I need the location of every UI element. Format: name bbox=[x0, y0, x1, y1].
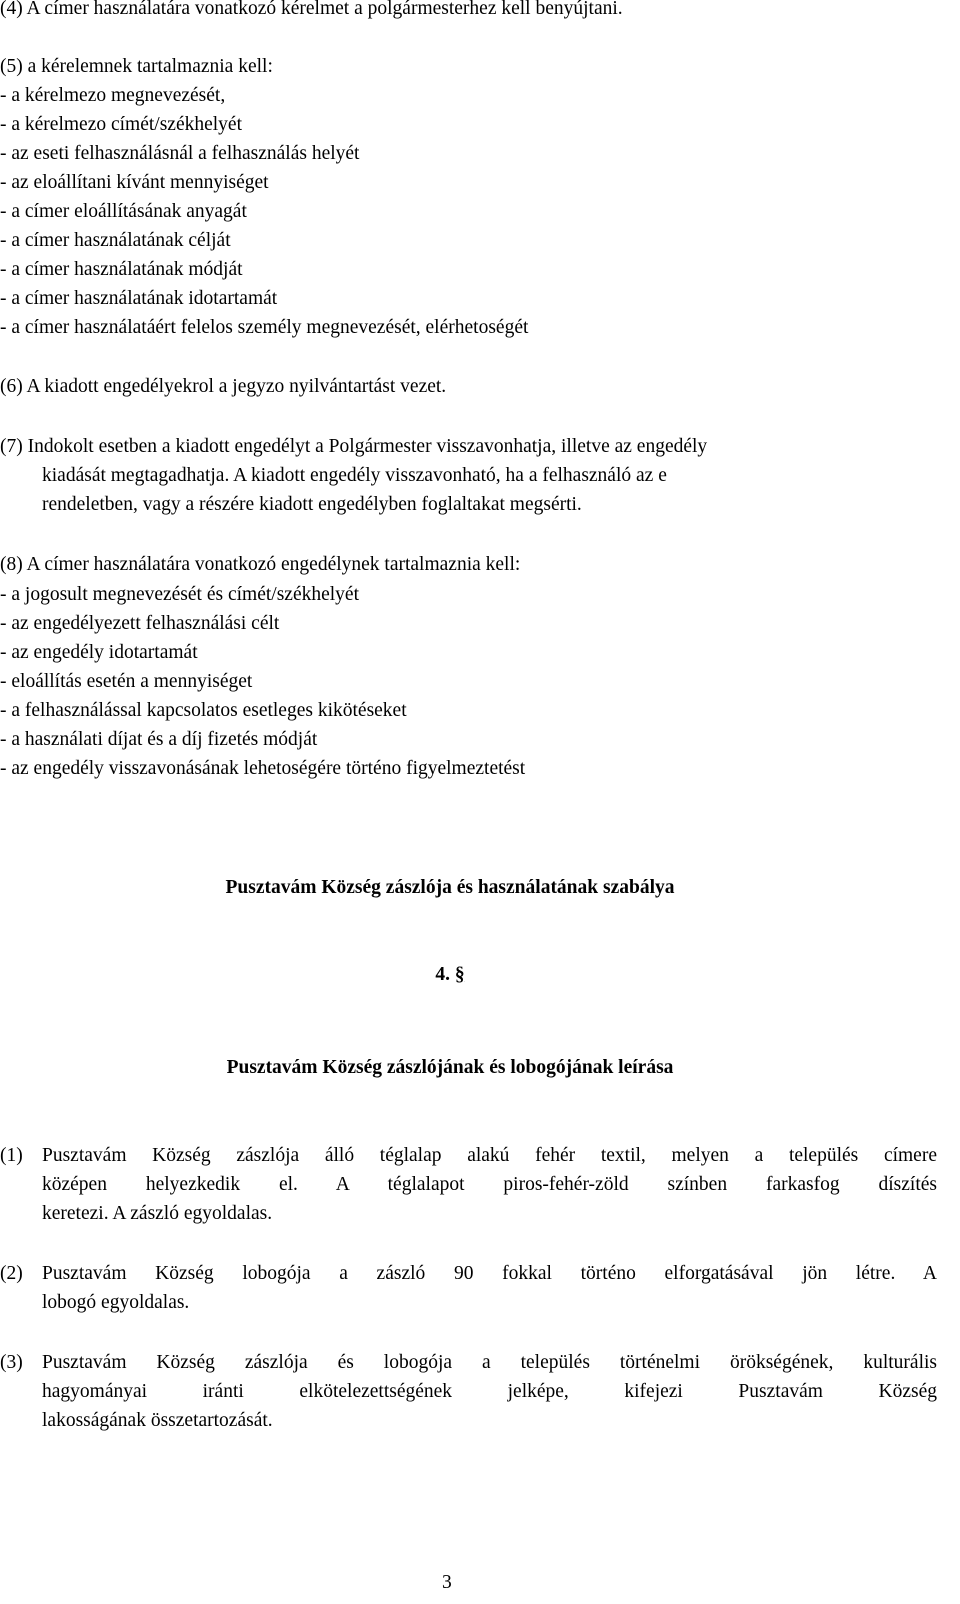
clause-1-line: keretezi. A zászló egyoldalas. bbox=[42, 1203, 273, 1224]
section-heading bbox=[0, 960, 900, 990]
list-item: - a címer használatának idotartamát bbox=[0, 288, 278, 309]
list-item: - a címer használatának célját bbox=[0, 230, 231, 251]
paragraph-8-intro: (8) A címer használatára vonatkozó engedélynek tartalmaznia kell: bbox=[0, 554, 521, 575]
list-item: - a címer eloállításának anyagát bbox=[0, 201, 247, 222]
paragraph-7-line: rendeletben, vagy a részére kiadott engedélyben foglaltakat megsérti. bbox=[42, 494, 582, 515]
clause-1-label: (1) bbox=[0, 1145, 23, 1166]
clause-1-line: középen helyezkedik el. A téglalapot piros-fehér-zöld színben farkasfog díszítés bbox=[42, 1174, 937, 1195]
clause-1-line: Pusztavám Község zászlója álló téglalap alakú fehér textil, melyen a település címere bbox=[42, 1145, 937, 1166]
clause-3-line: Pusztavám Község zászlója és lobogója a település történelmi örökségének, kulturális bbox=[42, 1352, 937, 1373]
paragraph-5-intro: (5) a kérelemnek tartalmaznia kell: bbox=[0, 56, 273, 77]
list-item: - a címer használatáért felelos személy megnevezését, elérhetoségét bbox=[0, 317, 529, 338]
list-item: - a használati díjat és a díj fizetés módját bbox=[0, 729, 318, 750]
clause-2-line: lobogó egyoldalas. bbox=[42, 1292, 190, 1313]
section-sign: § bbox=[454, 964, 465, 985]
list-item: - eloállítás esetén a mennyiséget bbox=[0, 671, 253, 692]
clause-3-line: lakosságának összetartozását. bbox=[42, 1410, 273, 1431]
clause-3-line: hagyományai iránti elkötelezettségének jelképe, kifejezi Pusztavám Község bbox=[42, 1381, 937, 1402]
paragraph-4: (4) A címer használatára vonatkozó kérelmet a polgármesterhez kell benyújtani. bbox=[0, 0, 623, 19]
section-title: Pusztavám Község zászlója és használatának szabálya bbox=[225, 877, 675, 898]
list-item: - az engedély idotartamát bbox=[0, 642, 198, 663]
clause-3-label: (3) bbox=[0, 1352, 23, 1373]
page-number: 3 bbox=[442, 1572, 452, 1593]
list-item: - az engedélyezett felhasználási célt bbox=[0, 613, 280, 634]
list-item: - a felhasználással kapcsolatos esetleges kikötéseket bbox=[0, 700, 407, 721]
paragraph-6: (6) A kiadott engedélyekrol a jegyzo nyilvántartást vezet. bbox=[0, 376, 447, 397]
list-item: - a kérelmezo megnevezését, bbox=[0, 85, 226, 106]
paragraph-7-line: kiadását megtagadhatja. A kiadott engedély visszavonható, ha a felhasználó az e bbox=[42, 465, 667, 486]
clause-2-line: Pusztavám Község lobogója a zászló 90 fokkal történo elforgatásával jön létre. A bbox=[42, 1263, 937, 1284]
paragraph-7-line: (7) Indokolt esetben a kiadott engedélyt a Polgármester visszavonhatja, illetve az engedély bbox=[0, 436, 708, 457]
clause-2-label: (2) bbox=[0, 1263, 23, 1284]
list-item: - a címer használatának módját bbox=[0, 259, 243, 280]
section-subtitle: Pusztavám Község zászlójának és lobogójának leírása bbox=[226, 1057, 674, 1078]
list-item: - a jogosult megnevezését és címét/székhelyét bbox=[0, 584, 359, 605]
list-item: - a kérelmezo címét/székhelyét bbox=[0, 114, 242, 135]
list-item: - az eloállítani kívánt mennyiséget bbox=[0, 172, 269, 193]
list-item: - az engedély visszavonásának lehetoségére történo figyelmeztetést bbox=[0, 758, 526, 779]
list-item: - az eseti felhasználásnál a felhasználás helyét bbox=[0, 143, 360, 164]
section-number: 4. bbox=[435, 964, 450, 985]
